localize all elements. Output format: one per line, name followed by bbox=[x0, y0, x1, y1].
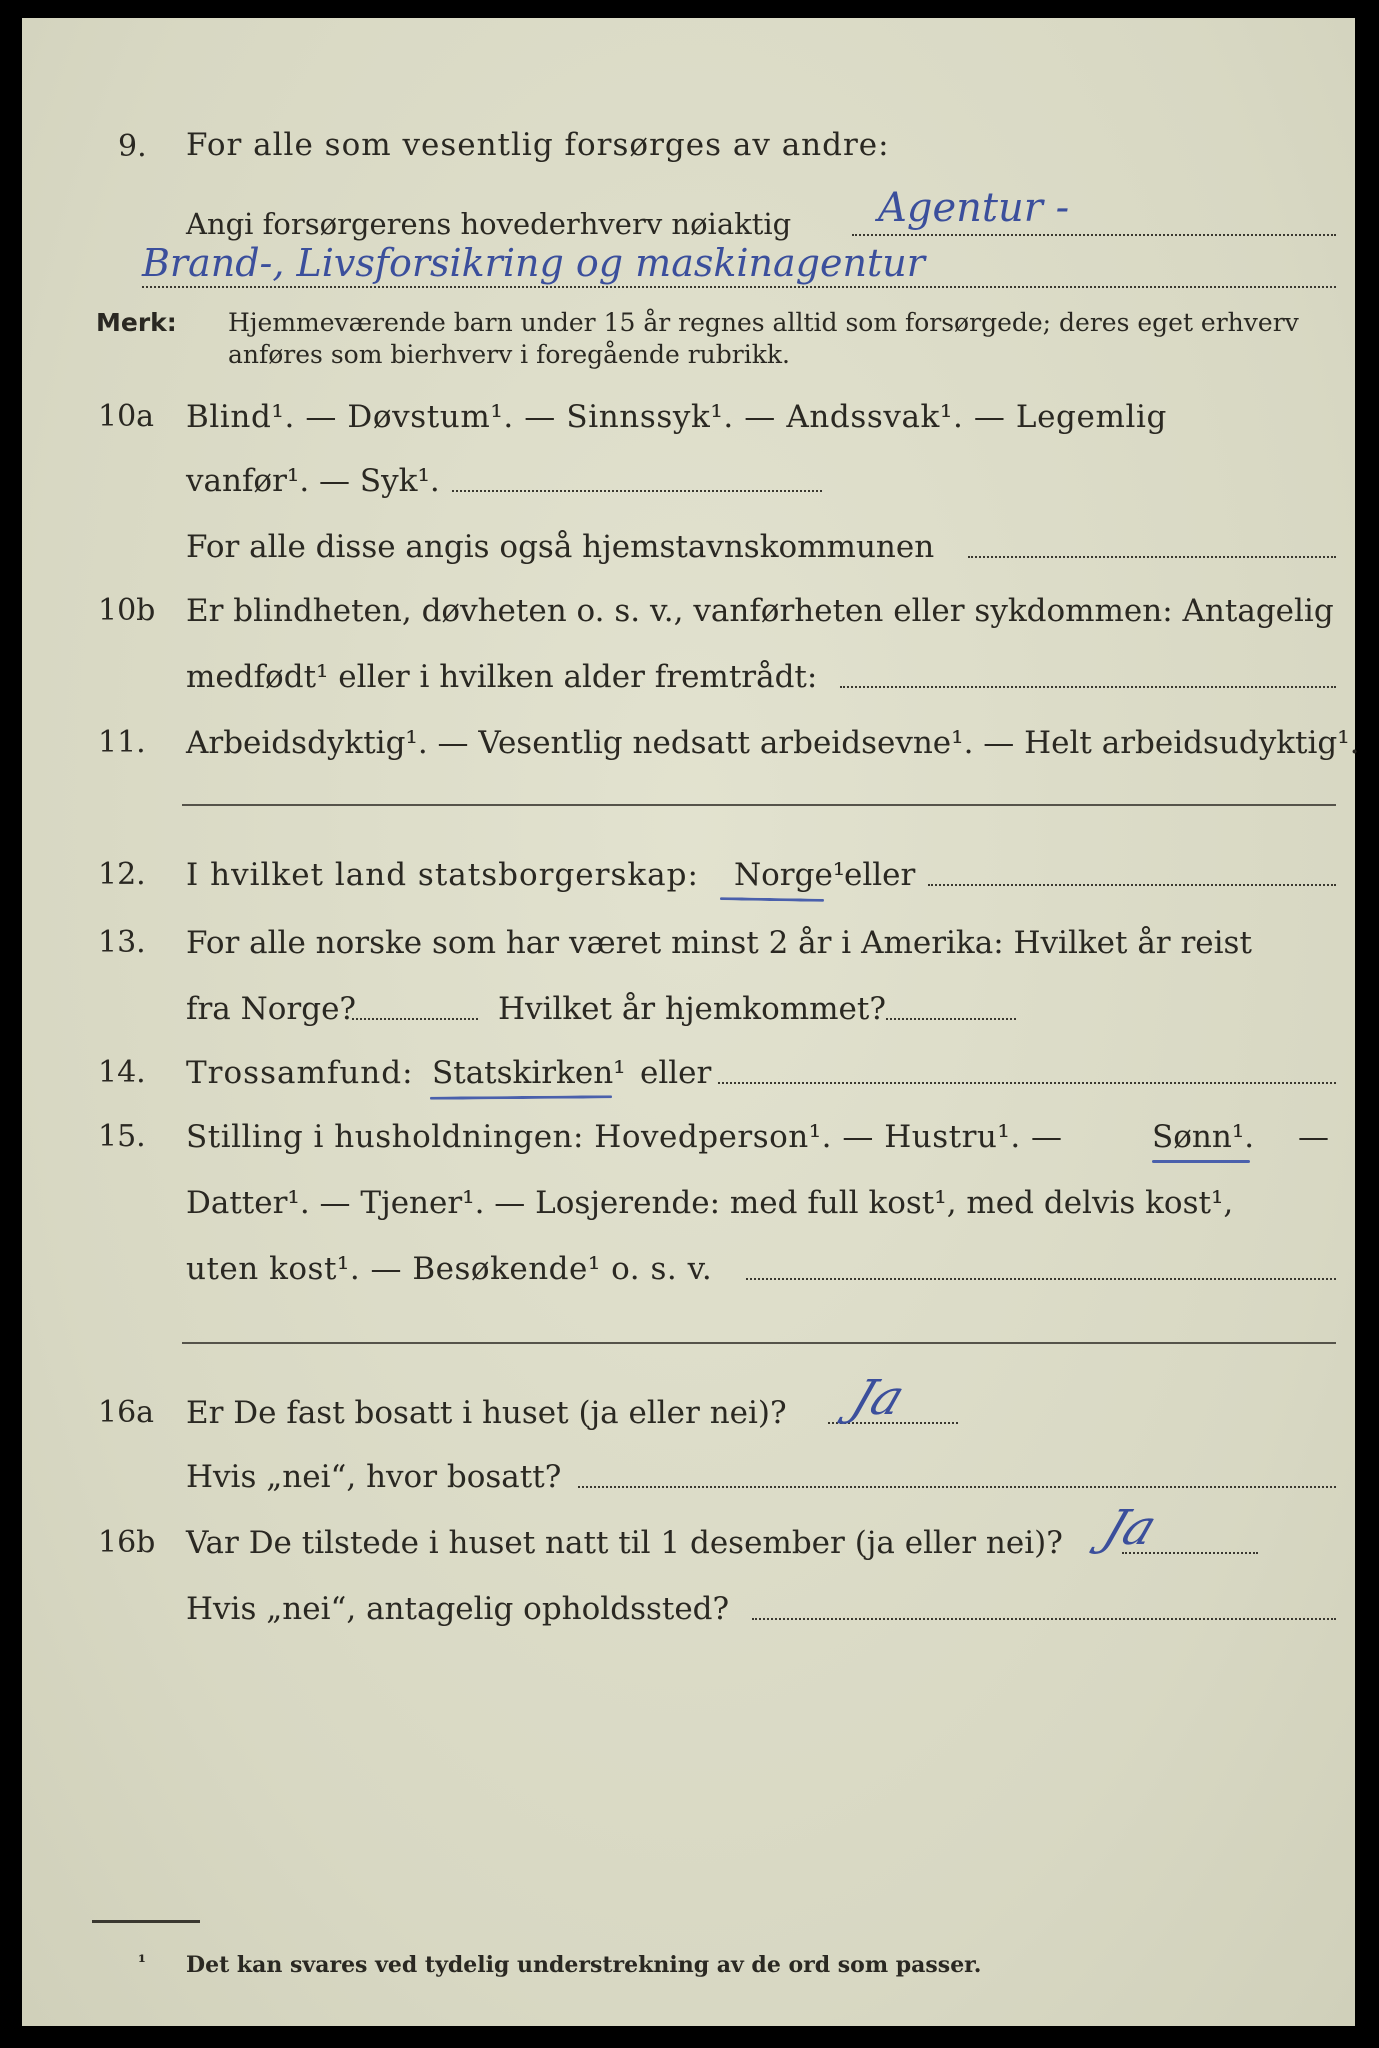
q16a-handwritten-answer: Ja bbox=[843, 1370, 913, 1426]
q9-answer-line-1 bbox=[852, 234, 1336, 236]
q11-line1: Arbeidsdyktig¹. — Vesentlig nedsatt arbeidsevne¹. — Helt arbeidsudyktig¹. bbox=[186, 725, 1360, 761]
q15-answer-line-1 bbox=[746, 1278, 1336, 1280]
q13-line1: For alle norske som har været minst 2 år i Amerika: Hvilket år reist bbox=[186, 925, 1252, 961]
q16a-number: 16a bbox=[98, 1395, 155, 1430]
q16a-answer-line-2 bbox=[578, 1486, 1336, 1488]
q13-answer-line-1 bbox=[352, 1018, 478, 1020]
q13-line2b: Hvilket år hjemkommet? bbox=[498, 991, 886, 1027]
q11-number: 11. bbox=[98, 725, 146, 760]
q16a-line2: Hvis „nei“, hvor bosatt? bbox=[186, 1459, 562, 1495]
q9-line1: For alle som vesentlig forsørges av andre: bbox=[186, 127, 890, 163]
q15-number: 15. bbox=[98, 1119, 146, 1154]
q10b-number: 10b bbox=[98, 593, 156, 628]
merk-label: Merk: bbox=[96, 308, 177, 337]
q14-label: Trossamfund: bbox=[186, 1055, 414, 1091]
q10a-line3: For alle disse angis også hjemstavnskommunen bbox=[186, 529, 935, 565]
q10b-answer-line bbox=[840, 686, 1336, 688]
q9-answer-line-2 bbox=[142, 286, 1336, 288]
q14-eller: eller bbox=[640, 1055, 712, 1091]
q11-answer-line bbox=[182, 804, 1336, 806]
q12-eller: eller bbox=[844, 857, 916, 893]
q9-line2: Angi forsørgerens hovederhverv nøiaktig bbox=[186, 207, 792, 241]
q15-line1b: — bbox=[1298, 1119, 1329, 1155]
q16a-line1: Er De fast bosatt i huset (ja eller nei)? bbox=[186, 1395, 787, 1431]
q13-answer-line-2 bbox=[886, 1018, 1016, 1020]
q12-number: 12. bbox=[98, 857, 146, 892]
q14-answer-line bbox=[718, 1082, 1336, 1084]
q10a-answer-line-1 bbox=[452, 490, 822, 492]
q10b-line1: Er blindheten, døvheten o. s. v., vanførheten eller sykdommen: Antagelig bbox=[186, 593, 1334, 629]
q9-handwritten-occupation-2: Brand-, Livsforsikring og maskinagentur bbox=[142, 241, 925, 285]
q16b-line2: Hvis „nei“, antagelig opholdssted? bbox=[186, 1591, 730, 1627]
q15-sonn-underline bbox=[1152, 1160, 1250, 1163]
q15-line2: Datter¹. — Tjener¹. — Losjerende: med full kost¹, med delvis kost¹, bbox=[186, 1185, 1234, 1221]
q15-line3: uten kost¹. — Besøkende¹ o. s. v. bbox=[186, 1251, 713, 1287]
q13-line2a: fra Norge? bbox=[186, 991, 357, 1027]
q13-number: 13. bbox=[98, 925, 146, 960]
q14-statskirken: Statskirken¹ bbox=[432, 1055, 626, 1091]
footnote-rule bbox=[92, 1920, 200, 1923]
q9-number: 9. bbox=[118, 129, 147, 164]
q16b-handwritten-answer: Ja bbox=[1095, 1500, 1165, 1556]
q12-norge-underline bbox=[720, 897, 824, 902]
q14-number: 14. bbox=[98, 1055, 146, 1090]
q10b-line2: medfødt¹ eller i hvilken alder fremtrådt: bbox=[186, 659, 818, 695]
merk-line1: Hjemmeværende barn under 15 år regnes alltid som forsørgede; deres eget erhverv bbox=[228, 308, 1299, 337]
q15-sonn: Sønn¹. bbox=[1152, 1119, 1255, 1155]
q15-line1a: Stilling i husholdningen: Hovedperson¹. — Hustru¹. — bbox=[186, 1119, 1063, 1155]
footnote-text: Det kan svares ved tydelig understrekning av de ord som passer. bbox=[186, 1952, 982, 1978]
q10a-number: 10a bbox=[98, 399, 155, 434]
merk-line2: anføres som bierhverv i foregående rubrikk. bbox=[228, 340, 790, 369]
q10a-answer-line-2 bbox=[968, 556, 1336, 558]
q14-statskirken-underline bbox=[430, 1095, 612, 1100]
q9-handwritten-occupation-1: Agentur - bbox=[878, 185, 1070, 231]
q15-answer-line-2 bbox=[182, 1342, 1336, 1344]
census-form-page bbox=[22, 18, 1360, 2026]
q16b-answer-line-2 bbox=[752, 1618, 1336, 1620]
q12-answer-line bbox=[928, 884, 1336, 886]
q10a-line2: vanfør¹. — Syk¹. bbox=[186, 463, 440, 499]
q12-norge: Norge¹ bbox=[734, 857, 846, 893]
q16b-number: 16b bbox=[98, 1525, 156, 1560]
footnote-mark: ¹ bbox=[138, 1952, 146, 1973]
q16b-line1: Var De tilstede i huset natt til 1 desember (ja eller nei)? bbox=[186, 1525, 1063, 1561]
q12-line1: I hvilket land statsborgerskap: bbox=[186, 857, 699, 893]
q10a-line1: Blind¹. — Døvstum¹. — Sinnssyk¹. — Andssvak¹. — Legemlig bbox=[186, 399, 1167, 435]
